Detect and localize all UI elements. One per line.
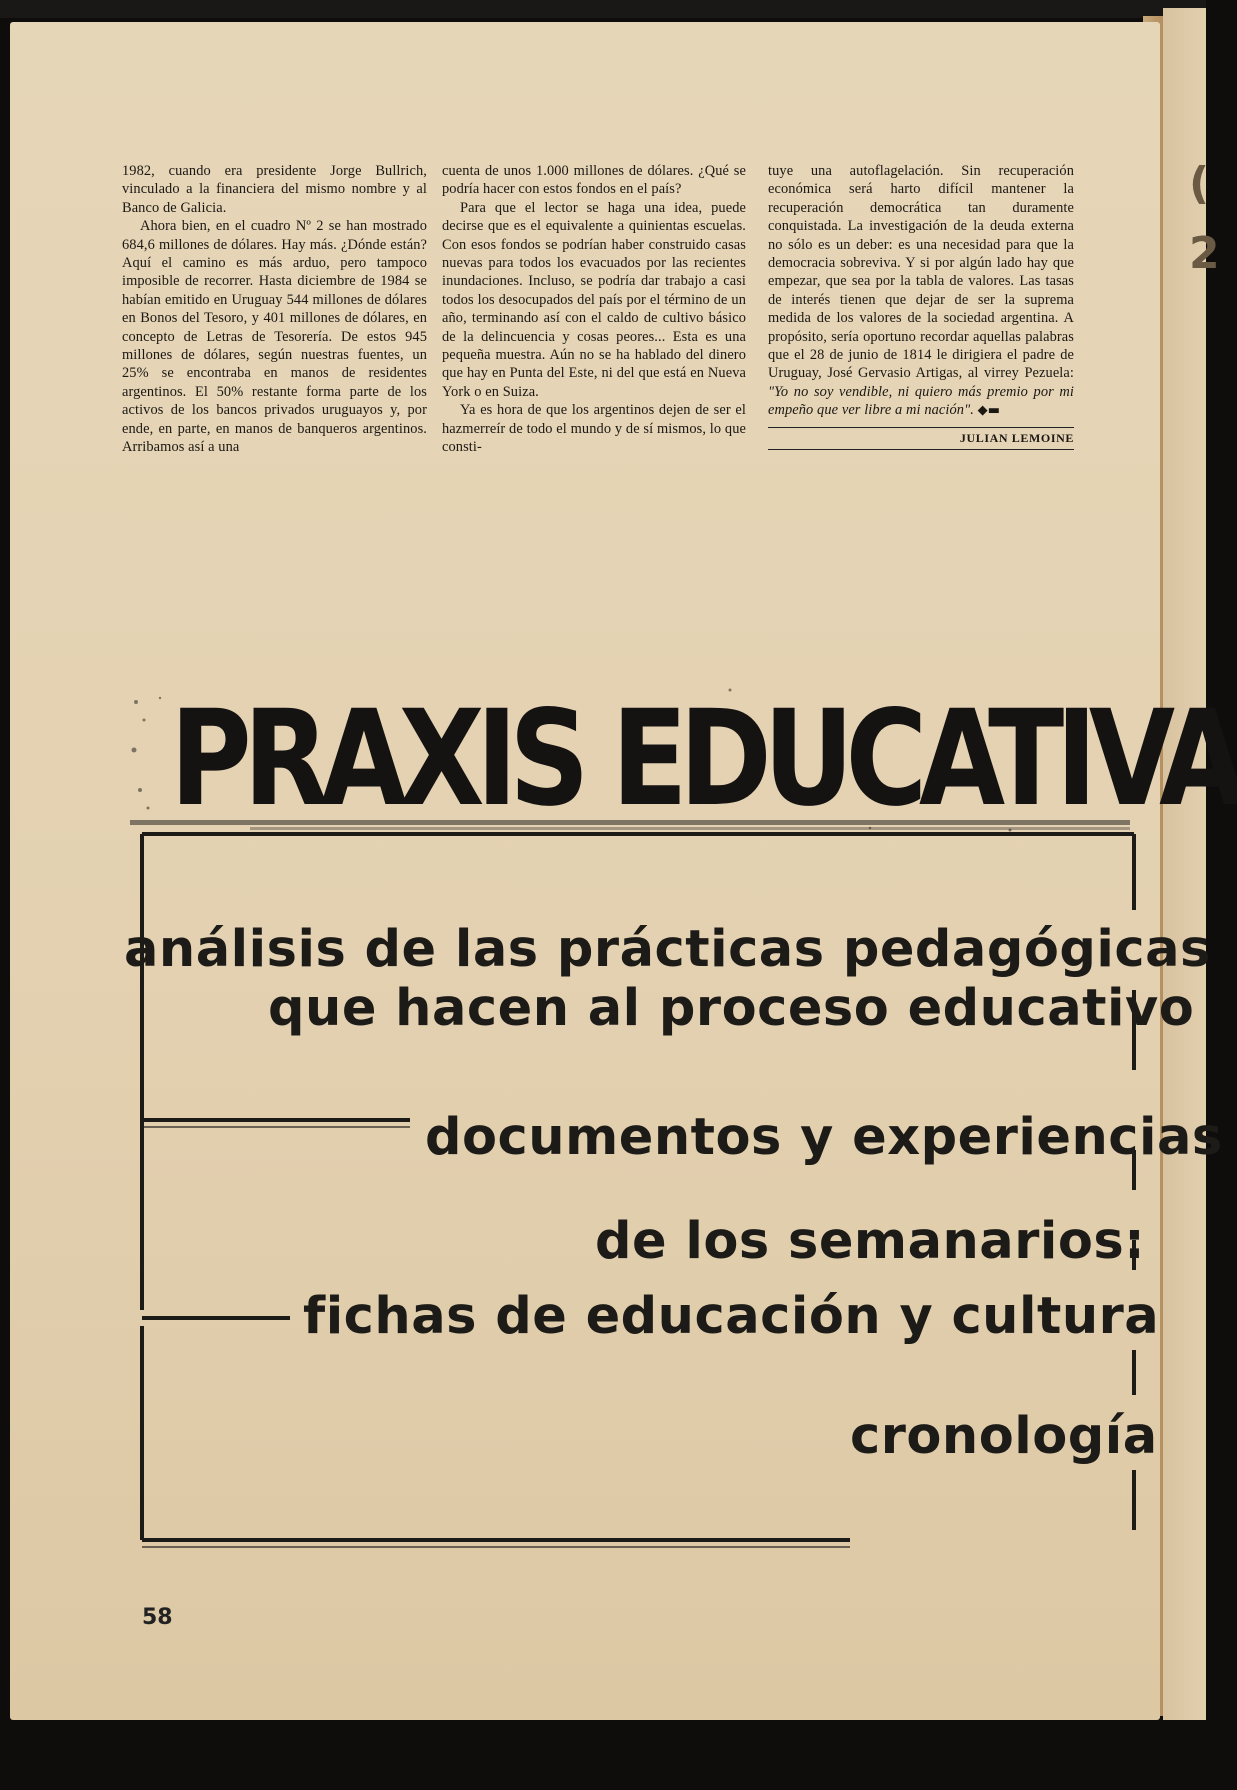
section-heading-line-5: fichas de educación y cultura (303, 1287, 1160, 1346)
section-heading-line-6: cronología (850, 1407, 1158, 1466)
paragraph: cuenta de unos 1.000 millones de dólares. ¿Qué se podría hacer con estos fondos en el país? (442, 163, 746, 198)
article-column-1 (122, 162, 427, 457)
artigas-quote: "Yo no soy vendible, ni quiero más premio por mi empeño que ver libre a mi nación". (768, 383, 1074, 419)
author-name: JULIAN LEMOINE (768, 428, 1074, 450)
section-heading-line-3: documentos y experiencias (425, 1108, 1223, 1167)
end-of-article-icon: ◆▬ (977, 403, 1001, 419)
section-heading-line-4: de los semanarios: (595, 1212, 1146, 1271)
paragraph: Ahora bien, en el cuadro Nº 2 se han mostrado 684,6 millones de dólares. Hay más. ¿Dónde están? Aquí el camino es más arduo, pero tampoco imposible de recorrer. Hasta diciembre de 1984 se habían emitido en Uruguay 544 millones de dólares en Bonos del Tesoro, y 401 millones de dólares, en concepto de Letras de Tesorería. De estos 945 millones de dólares, según nuestras fuentes, un 25% se encontraba en manos de residentes argentinos. El 50% restante forma parte de los activos de los bancos privados uruguayos y, por ende, en parte, en manos de banqueros argentinos. Arribamos así a una (122, 218, 427, 456)
article-column-3 (768, 162, 1074, 450)
paragraph (768, 162, 1074, 421)
section-heading-line-1: análisis de las prácticas pedagógicas (124, 920, 1211, 979)
facing-page-fragment-2: 2 (1189, 228, 1220, 279)
article-column-2 (442, 162, 746, 457)
page-number: 58 (142, 1605, 173, 1630)
logo-text: PRAXIS EDUCATIVA (170, 682, 1237, 836)
facing-page-fragment-1: ( (1189, 158, 1210, 209)
facing-page-edge (1163, 8, 1220, 1720)
scan-top-edge (0, 0, 1206, 18)
paragraph: 1982, cuando era presidente Jorge Bullrich, vinculado a la financiera del mismo nombre y al Banco de Galicia. (122, 163, 427, 216)
paragraph: Para que el lector se haga una idea, puede decirse que es el equivalente a quinientas escuelas. Con esos fondos se podrían haber construido casas nuevas para todos los evacuados por las recientes inundaciones. Incluso, se podría dar trabajo a casi todos los desocupados del país por el término de un año, terminando así con el caldo de cultivo básico de la delincuencia y cosas peores... Esta es una pequeña muestra. Aún no se ha hablado del dinero que hay en Punta del Este, ni del que está en Nueva York o en Suiza. (442, 199, 746, 400)
praxis-educativa-logo (130, 680, 1237, 840)
section-heading-line-2: que hacen al proceso educativo (268, 979, 1195, 1038)
paragraph: Ya es hora de que los argentinos dejen de ser el hazmerreír de todo el mundo y de sí mismos, lo que consti- (442, 402, 746, 456)
paragraph-text: tuye una autoflagelación. Sin recuperación económica será harto difícil mantener la recuperación democrática tan duramente conquistada. La investigación de la deuda externa no sólo es un deber: es una necesidad para que la democracia sobreviva. Y si por algún lado hay que empezar, que sea por la tabla de valores. Las tasas de interés tienen que dejar de ser la suprema medida de los valores de la sociedad argentina. A propósito, sería oportuno recordar aquellas palabras que el 28 de junio de 1814 le dirigiera el padre de Uruguay, José Gervasio Artigas, al virrey Pezuela: (768, 163, 1074, 382)
